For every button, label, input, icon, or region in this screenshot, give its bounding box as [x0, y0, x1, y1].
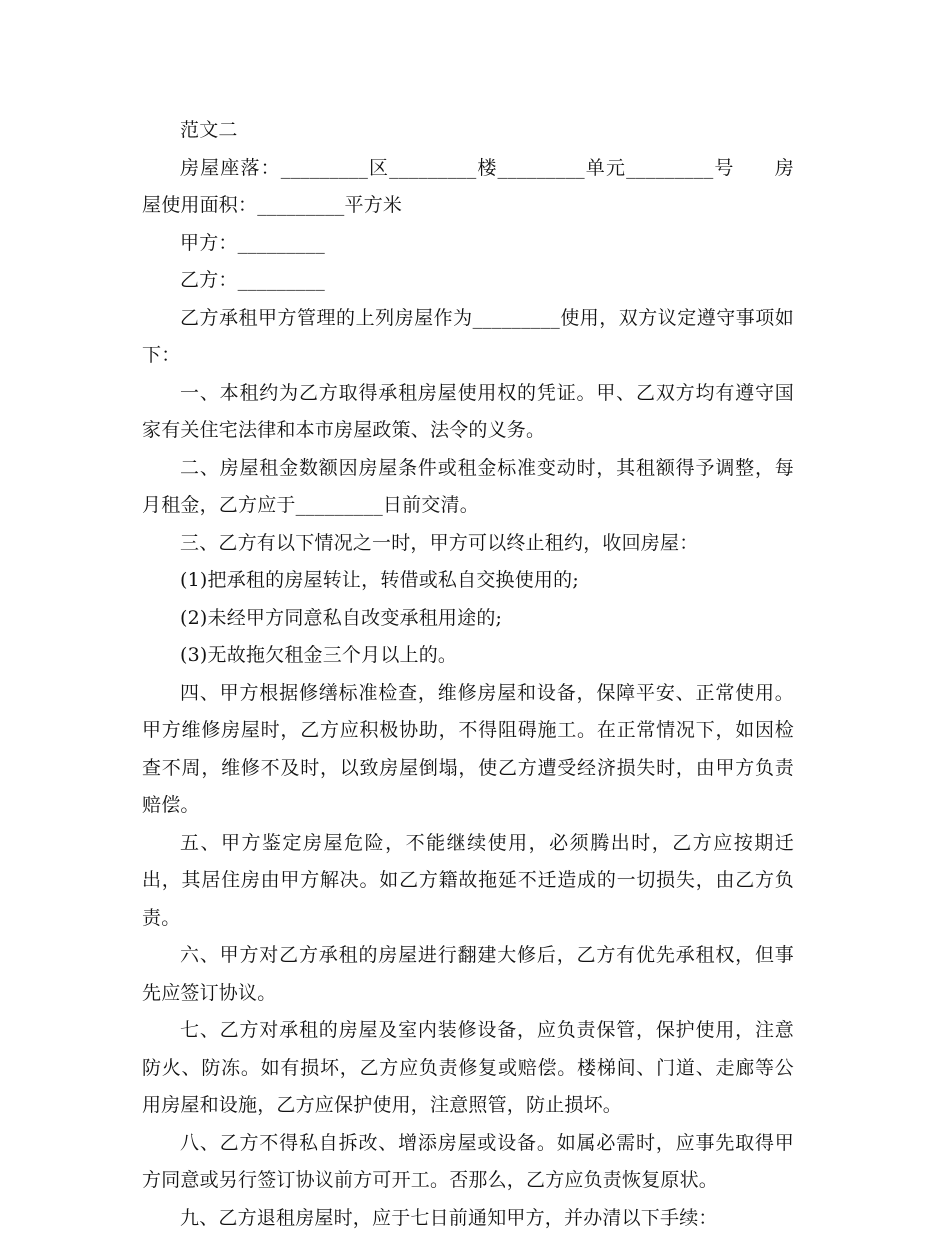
usage-agreement-paragraph: 乙方承租甲方管理的上列房屋作为_________使用，双方议定遵守事项如下： — [142, 300, 794, 375]
document-page — [142, 112, 794, 1237]
clause-3-item-2: (2)未经甲方同意私自改变承租用途的; — [142, 600, 794, 638]
clause-4: 四、甲方根据修缮标准检查，维修房屋和设备，保障平安、正常使用。甲方维修房屋时，乙方应积极协助，不得阻碍施工。在正常情况下，如因检查不周，维修不及时，以致房屋倒塌，使乙方遭受经济损失时，由甲方负责赔偿。 — [142, 675, 794, 825]
clause-2: 二、房屋租金数额因房屋条件或租金标准变动时，其租额得予调整，每月租金，乙方应于_________日前交清。 — [142, 450, 794, 525]
clause-5: 五、甲方鉴定房屋危险，不能继续使用，必须腾出时，乙方应按期迁出，其居住房由甲方解决。如乙方籍故拖延不迁造成的一切损失，由乙方负责。 — [142, 825, 794, 938]
clause-7: 七、乙方对承租的房屋及室内装修设备，应负责保管，保护使用，注意防火、防冻。如有损坏，乙方应负责修复或赔偿。楼梯间、门道、走廊等公用房屋和设施，乙方应保护使用，注意照管，防止损坏。 — [142, 1012, 794, 1125]
clause-9: 九、乙方退租房屋时，应于七日前通知甲方，并办清以下手续： — [142, 1200, 794, 1237]
document-heading: 范文二 — [142, 112, 794, 150]
clause-3: 三、乙方有以下情况之一时，甲方可以终止租约，收回房屋： — [142, 525, 794, 563]
clause-6: 六、甲方对乙方承租的房屋进行翻建大修后，乙方有优先承租权，但事先应签订协议。 — [142, 937, 794, 1012]
party-b-line: 乙方：_________ — [142, 262, 794, 300]
party-a-line: 甲方：_________ — [142, 225, 794, 263]
clause-3-item-1: (1)把承租的房屋转让，转借或私自交换使用的; — [142, 562, 794, 600]
clause-1: 一、本租约为乙方取得承租房屋使用权的凭证。甲、乙双方均有遵守国家有关住宅法律和本市房屋政策、法令的义务。 — [142, 375, 794, 450]
property-location-paragraph: 房屋座落：_________区_________楼_________单元_________号 房屋使用面积：_________平方米 — [142, 150, 794, 225]
clause-8: 八、乙方不得私自拆改、增添房屋或设备。如属必需时，应事先取得甲方同意或另行签订协议前方可开工。否那么，乙方应负责恢复原状。 — [142, 1125, 794, 1200]
clause-3-item-3: (3)无故拖欠租金三个月以上的。 — [142, 637, 794, 675]
